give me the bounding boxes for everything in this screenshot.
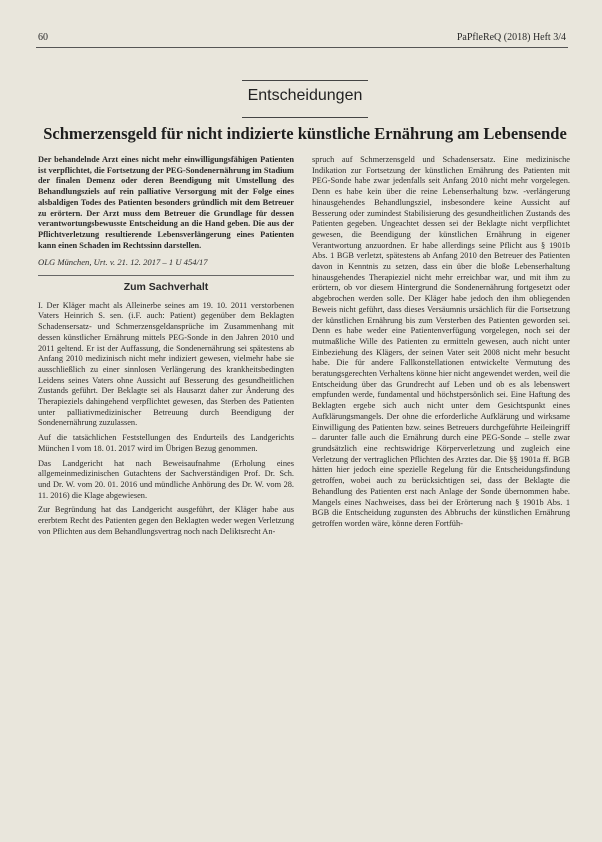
subheading: Zum Sachverhalt: [123, 281, 209, 294]
header-rule: [36, 47, 568, 48]
paragraph: Zur Begründung hat das Landgericht ausgeführt, der Kläger habe aus ererbtem Recht des Patienten gegen den Beklagten weder wegen Verletzung von Pflichten aus dem Behandlungsvertrag noch nach Deliktsrecht An-: [38, 505, 294, 536]
paragraph: spruch auf Schmerzensgeld und Schadensersatz. Eine medizinische Indikation zur Fortsetzung der künstlichen Ernährung des Patienten mit PEG-Sonde habe zwar jedenfalls seit Anfang 2010 nicht mehr vorgelegen. Denn es habe kein über die reine Lebenserhaltung bzw. -verlängerung hinausgehendes Behandlungsziel, insbesondere keine Aussicht auf Besserung oder zumindest Stabilisierung des gesundheitlichen Zustands des Patienten gegeben. Ungeachtet dessen sei der Beklagte nicht verpflichtet gewesen, die Beendigung der künstlichen Ernährung in eigener Verantwortung anzuordnen. Er habe allerdings seine Pflicht aus § 1901b Abs. 1 BGB verletzt, spätestens ab Anfang 2010 den Betreuer des Patienten davon in Kenntnis zu setzen, dass ein über die bloße Lebenserhaltung hinausgehendes Therapieziel nicht mehr erreichbar war, und mit ihm zu erörtern, ob vor diesem Hintergrund die Sondenernährung fortgesetzt oder abgebrochen werden solle. Der Kläger habe jedoch den ihm obliegenden Beweis nicht geführt, dass dieses Versäumnis ursächlich für die Fortsetzung der künstlichen Ernährung bis zum Versterben des Patienten geworden sei. Denn es habe weder eine Patientenverfügung vorgelegen, noch sei der mutmaßliche Wille des Patienten zu ermitteln gewesen, auch nicht unter Einbeziehung des Klägers, der seinen Vater seit 2008 nicht mehr besucht habe. Die für andere Fallkonstellationen entwickelte Vermutung des beratungsgerechten Verhaltens könne hier nicht angewendet werden, weil die Entscheidung über das Grundrecht auf Leben und ob es als lebenswert empfunden werde, fundamental und höchstpersönlich sei. Eine Haftung des Beklagten ergebe sich auch nicht unter dem Gesichtspunkt eines Aufklärungsmangels. Der ohne die erforderliche Aufklärung und wirksame Einwilligung des Patienten bzw. seines Betreuers durchgeführte Heileingriff – darunter falle auch die Ernährung durch eine PEG-Sonde – stelle zwar grundsätzlich eine rechtswidrige Körperverletzung und zugleich eine Verletzung der vertraglichen Pflichten des Arztes dar. Die §§ 1901a ff. BGB hätten hier jedoch eine spezielle Regelung für die Entscheidungsfindung getroffen, wobei auch zu berücksichtigen sei, dass der Beklagte die Behandlung des Patienten erst nach Anlage der Sonde übernommen habe. Mangels eines Nachweises, dass bei der Erörterung nach § 1901b Abs. 1 BGB die Entscheidung zugunsten des Abbruchs der künstlichen Ernährung getroffen worden wäre, könne deren Fortfüh-: [312, 155, 570, 528]
article-title: Schmerzensgeld für nicht indizierte künstliche Ernährung am Lebensende: [43, 124, 567, 143]
page-number: 60: [38, 32, 48, 43]
section-title: Entscheidungen: [247, 87, 363, 104]
paragraph: Auf die tatsächlichen Feststellungen des Endurteils des Landgerichts München I vom 18. 01. 2017 wird im Übrigen Bezug genommen.: [38, 433, 294, 453]
right-column: [312, 155, 570, 534]
journal-header: PaPfleReQ (2018) Heft 3/4: [456, 32, 566, 43]
guiding-principle: Der behandelnde Arzt eines nicht mehr einwilligungsfähigen Patienten ist verpflichtet, die Fortsetzung der PEG-Sondenernährung im Stadium der finalen Demenz oder deren Beendigung mit Umstellung des Behandlungsziels auf rein palliative Versorgung mit der Folge eines alsbaldigen Todes des Patienten besonders gründlich mit dem Betreuer zu erörtern. Der Arzt muss dem Betreuer die Grundlage für dessen verantwortungsbewusste Entscheidung an die Hand geben. Die aus der Pflichtverletzung resultierende Lebensverlängerung eines Patienten kann einen Schaden im Rechtssinn darstellen.: [38, 155, 294, 250]
section-heading-box: [242, 80, 368, 118]
court-citation: OLG München, Urt. v. 21. 12. 2017 – 1 U 454/17: [38, 257, 208, 268]
divider: [38, 275, 294, 276]
left-column: [38, 155, 294, 542]
paragraph: Das Landgericht hat nach Beweisaufnahme (Erholung eines allgemeinmedizinischen Gutachtens der Sachverständigen Prof. Dr. Sch. und Dr. W. vom 20. 01. 2016 und mündliche Anhörung des Dr. W. vom 28. 11. 2016) die Klage abgewiesen.: [38, 458, 294, 500]
paragraph: I. Der Kläger macht als Alleinerbe seines am 19. 10. 2011 verstorbenen Vaters Heinrich S. sen. (i.F. auch: Patient) gegenüber dem Beklagten Schadensersatz- und Schmerzensgeldansprüche im Zusammenhang mit dessen künstlicher Ernährung mittels PEG-Sonde in den Jahren 2010 und 2011 geltend. Er ist der Auffassung, die Sondenernährung sei spätestens ab Anfang 2010 medizinisch nicht mehr indiziert gewesen, vielmehr habe sie ausschließlich zu einer sinnlosen Verlängerung des krankheitsbedingten Leidens seines Vaters ohne Aussicht auf Besserung des gesundheitlichen Zustands geführt. Der Beklagte sei als Hausarzt daher zur Änderung des Therapieziels dahingehend verpflichtet gewesen, das Sterben des Patienten unter palliativmedizinischer Betreuung durch Beendigung der Sondenernährung zuzulassen.: [38, 300, 294, 428]
